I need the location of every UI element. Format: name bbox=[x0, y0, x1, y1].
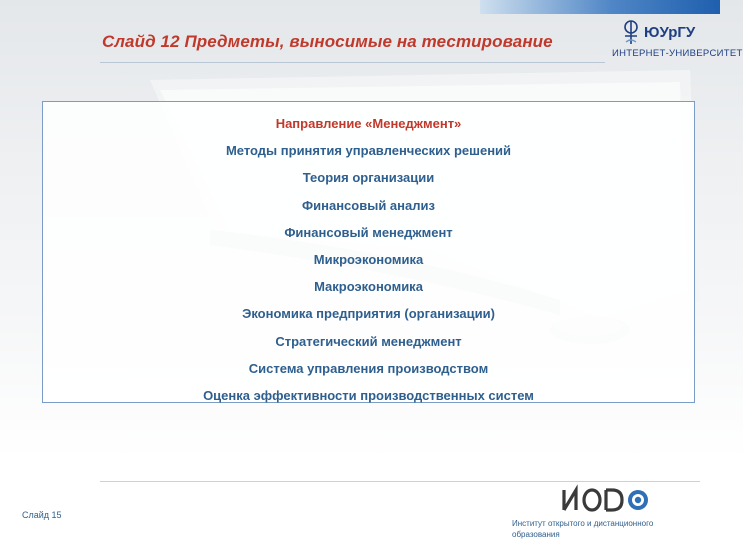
title-divider bbox=[100, 62, 605, 63]
list-item: Финансовый анализ bbox=[302, 197, 435, 213]
list-item: Методы принятия управленческих решений bbox=[225, 143, 512, 159]
direction-heading: Направление «Менеджмент» bbox=[275, 116, 462, 131]
susu-emblem-icon bbox=[620, 18, 642, 46]
list-item: Финансовый менеджмент bbox=[284, 224, 453, 240]
institute-caption: Институт открытого и дистанционного образования bbox=[512, 519, 654, 539]
susu-brand-text: ЮУрГУ bbox=[644, 24, 696, 41]
susu-logo bbox=[612, 14, 743, 66]
list-item: Микроэкономика bbox=[313, 251, 424, 267]
list-item: Теория организации bbox=[302, 170, 435, 186]
slide-title: Слайд 12 Предметы, выносимые на тестирование bbox=[102, 32, 553, 51]
iodo-logo-icon bbox=[560, 484, 650, 514]
list-item: Экономика предприятия (организации) bbox=[242, 306, 495, 322]
susu-subtitle: ИНТЕРНЕТ-УНИВЕРСИТЕТ bbox=[612, 48, 743, 59]
list-item: Стратегический менеджмент bbox=[275, 333, 462, 349]
list-item: Оценка эффективности производственных систем bbox=[203, 387, 534, 403]
list-item: Система управления производством bbox=[248, 360, 489, 376]
subjects-panel bbox=[42, 101, 695, 403]
subjects-list bbox=[43, 102, 694, 409]
list-item: Макроэкономика bbox=[314, 279, 423, 295]
slide-number: Слайд 15 bbox=[22, 510, 62, 520]
footer-divider bbox=[100, 481, 700, 482]
